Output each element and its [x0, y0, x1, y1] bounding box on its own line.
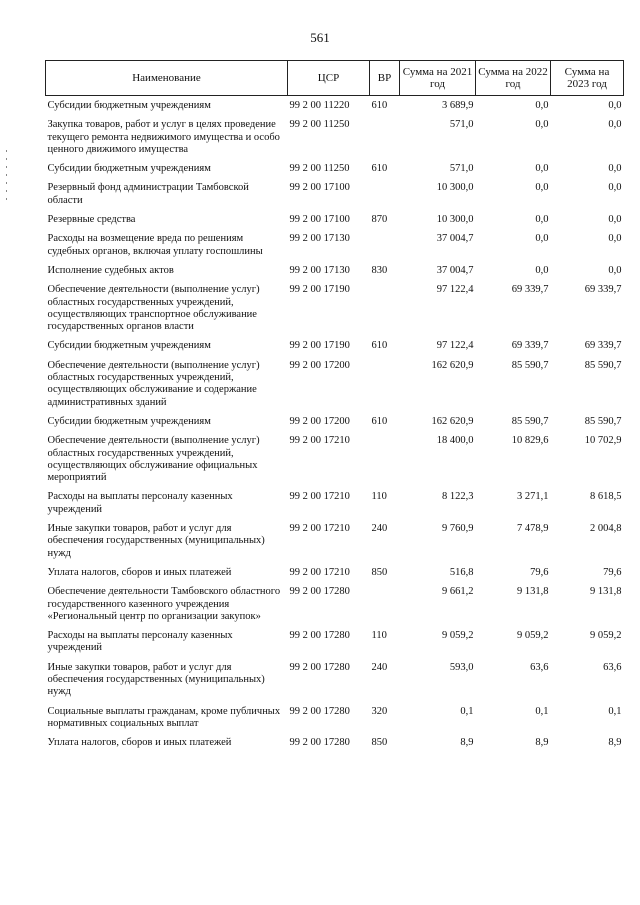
cell-sum-2021: 9 059,2 — [442, 630, 474, 642]
cell-sum-2022: 0,0 — [535, 214, 549, 226]
cell-vr: 830 — [371, 264, 388, 276]
cell-csr: 99 2 00 17210 — [289, 491, 350, 503]
cell-sum-2023: 0,0 — [608, 182, 622, 194]
cell-name: Обеспечение деятельности (выполнение услуг) областных государственных учреждений, осуществляющих транспортное обслуживание государственных органов власти — [47, 284, 260, 333]
cell-vr — [370, 178, 400, 210]
table-row — [46, 431, 624, 487]
cell-csr: 99 2 00 17130 — [289, 264, 350, 276]
cell-name: Субсидии бюджетным учреждениям — [47, 100, 211, 111]
margin-scan-marks — [4, 150, 8, 220]
cell-name: Субсидии бюджетным учреждениям — [47, 340, 211, 352]
table-row — [46, 658, 624, 702]
cell-csr: 99 2 00 17280 — [289, 630, 350, 642]
cell-csr: 99 2 00 17190 — [289, 284, 350, 296]
table-row — [46, 519, 624, 563]
header-sum-2022: Сумма на 2022 год — [476, 61, 551, 96]
cell-csr: 99 2 00 17100 — [289, 182, 350, 194]
cell-name: Социальные выплаты гражданам, кроме публичных нормативных социальных выплат — [47, 705, 281, 729]
cell-vr — [370, 356, 400, 412]
cell-vr: 610 — [371, 340, 388, 352]
cell-sum-2021: 516,8 — [449, 566, 474, 578]
cell-vr: 870 — [371, 214, 388, 226]
cell-sum-2021: 18 400,0 — [436, 435, 474, 447]
cell-name: Субсидии бюджетным учреждениям — [47, 415, 211, 427]
cell-csr: 99 2 00 17190 — [289, 340, 350, 352]
cell-sum-2022: 8,9 — [535, 737, 549, 749]
budget-table — [45, 60, 624, 752]
cell-sum-2023: 0,0 — [608, 214, 622, 226]
header-sum-2021: Сумма на 2021 год — [400, 61, 476, 96]
cell-sum-2023: 10 702,9 — [584, 435, 622, 447]
cell-sum-2021: 9 760,9 — [442, 523, 474, 535]
cell-sum-2023: 8 618,5 — [590, 491, 622, 503]
cell-csr: 99 2 00 11250 — [289, 163, 350, 175]
table-header — [46, 61, 624, 96]
cell-sum-2023: 0,0 — [608, 163, 622, 175]
cell-sum-2023: 0,0 — [608, 233, 622, 245]
cell-sum-2022: 10 829,6 — [511, 435, 549, 447]
cell-sum-2023: 0,1 — [608, 705, 622, 717]
table-row — [46, 626, 624, 658]
cell-name: Исполнение судебных актов — [47, 264, 174, 276]
cell-sum-2022: 69 339,7 — [511, 284, 549, 296]
cell-name: Обеспечение деятельности (выполнение услуг) областных государственных учреждений, осуществляющих обслуживание и содержание административных зданий — [47, 359, 260, 408]
cell-sum-2022: 0,1 — [535, 705, 549, 717]
cell-csr: 99 2 00 11250 — [289, 119, 350, 131]
cell-sum-2022: 7 478,9 — [517, 523, 549, 535]
cell-sum-2023: 85 590,7 — [584, 415, 622, 427]
table-row — [46, 336, 624, 355]
cell-name: Субсидии бюджетным учреждениям — [47, 163, 211, 175]
cell-sum-2022: 69 339,7 — [511, 340, 549, 352]
cell-sum-2021: 571,0 — [449, 119, 474, 131]
cell-sum-2021: 8 122,3 — [442, 491, 474, 503]
cell-sum-2023: 8,9 — [608, 737, 622, 749]
cell-csr: 99 2 00 17280 — [289, 705, 350, 717]
table-row — [46, 702, 624, 734]
cell-vr: 320 — [371, 705, 388, 717]
cell-sum-2023: 79,6 — [603, 566, 622, 578]
cell-sum-2023: 2 004,8 — [590, 523, 622, 535]
cell-sum-2022: 0,0 — [535, 100, 549, 111]
table-row — [46, 487, 624, 519]
cell-vr: 850 — [371, 566, 388, 578]
cell-csr: 99 2 00 17130 — [289, 233, 350, 245]
cell-name: Расходы на выплаты персоналу казенных учреждений — [47, 630, 233, 654]
cell-sum-2021: 37 004,7 — [436, 233, 474, 245]
cell-sum-2021: 162 620,9 — [431, 359, 474, 371]
cell-csr: 99 2 00 11220 — [289, 100, 350, 111]
cell-name: Резервные средства — [47, 214, 136, 226]
cell-vr: 110 — [371, 630, 387, 642]
cell-vr: 610 — [371, 100, 388, 111]
cell-sum-2021: 97 122,4 — [436, 284, 474, 296]
cell-vr: 110 — [371, 491, 387, 503]
cell-sum-2022: 3 271,1 — [517, 491, 549, 503]
cell-name: Обеспечение деятельности Тамбовского областного государственного казенного учреждения «Региональный центр по организации закупок» — [47, 586, 281, 622]
cell-name: Обеспечение деятельности (выполнение услуг) областных государственных учреждений, осуществляющих обслуживание официальных мероприятий — [47, 435, 260, 484]
cell-sum-2023: 9 059,2 — [590, 630, 622, 642]
cell-sum-2023: 0,0 — [608, 119, 622, 131]
cell-csr: 99 2 00 17100 — [289, 214, 350, 226]
cell-csr: 99 2 00 17200 — [289, 359, 350, 371]
table-row — [46, 563, 624, 582]
cell-name: Уплата налогов, сборов и иных платежей — [47, 566, 232, 578]
cell-sum-2023: 0,0 — [608, 264, 622, 276]
cell-vr: 240 — [371, 661, 388, 673]
cell-sum-2021: 37 004,7 — [436, 264, 474, 276]
cell-sum-2022: 85 590,7 — [511, 359, 549, 371]
cell-sum-2021: 162 620,9 — [431, 415, 474, 427]
cell-csr: 99 2 00 17210 — [289, 435, 350, 447]
cell-csr: 99 2 00 17210 — [289, 566, 350, 578]
cell-sum-2022: 0,0 — [535, 119, 549, 131]
cell-sum-2021: 571,0 — [449, 163, 474, 175]
cell-vr: 240 — [371, 523, 388, 535]
cell-vr — [370, 431, 400, 487]
cell-vr — [370, 115, 400, 159]
table-row — [46, 115, 624, 159]
table-row — [46, 261, 624, 280]
cell-sum-2022: 0,0 — [535, 163, 549, 175]
cell-sum-2021: 0,1 — [460, 705, 474, 717]
table-row — [46, 210, 624, 229]
cell-csr: 99 2 00 17200 — [289, 415, 350, 427]
cell-sum-2022: 79,6 — [530, 566, 549, 578]
cell-sum-2021: 10 300,0 — [436, 182, 474, 194]
table-row — [46, 733, 624, 752]
table-row — [46, 159, 624, 178]
cell-vr — [370, 582, 400, 626]
table-row — [46, 229, 624, 261]
header-vr: ВР — [370, 61, 400, 96]
table-row — [46, 356, 624, 412]
cell-sum-2022: 9 131,8 — [517, 586, 549, 598]
cell-sum-2021: 97 122,4 — [436, 340, 474, 352]
table-row — [46, 582, 624, 626]
header-name: Наименование — [46, 61, 288, 96]
cell-sum-2021: 593,0 — [449, 661, 474, 673]
cell-name: Расходы на выплаты персоналу казенных учреждений — [47, 491, 233, 515]
cell-name: Иные закупки товаров, работ и услуг для обеспечения государственных (муниципальных) нужд — [47, 661, 265, 698]
cell-sum-2021: 8,9 — [460, 737, 474, 749]
cell-sum-2023: 9 131,8 — [590, 586, 622, 598]
cell-sum-2023: 63,6 — [603, 661, 622, 673]
cell-name: Уплата налогов, сборов и иных платежей — [47, 737, 232, 749]
cell-vr — [370, 229, 400, 261]
cell-csr: 99 2 00 17280 — [289, 737, 350, 749]
cell-name: Резервный фонд администрации Тамбовской области — [47, 182, 249, 206]
cell-name: Расходы на возмещение вреда по решениям судебных органов, включая уплату госпошлины — [47, 233, 263, 257]
cell-sum-2023: 69 339,7 — [584, 340, 622, 352]
cell-vr: 610 — [371, 415, 388, 427]
cell-sum-2023: 85 590,7 — [584, 359, 622, 371]
cell-sum-2022: 85 590,7 — [511, 415, 549, 427]
cell-name: Иные закупки товаров, работ и услуг для обеспечения государственных (муниципальных) нужд — [47, 523, 265, 559]
cell-sum-2022: 0,0 — [535, 264, 549, 276]
cell-vr: 610 — [371, 163, 388, 175]
cell-sum-2022: 9 059,2 — [517, 630, 549, 642]
table-row — [46, 178, 624, 210]
cell-vr: 850 — [371, 737, 388, 749]
table-row — [46, 412, 624, 431]
header-sum-2023: Сумма на 2023 год — [551, 61, 624, 96]
cell-sum-2021: 9 661,2 — [442, 586, 474, 598]
cell-name: Закупка товаров, работ и услуг в целях проведение текущего ремонта недвижимого имущества и особо ценного движимого имущества — [47, 119, 280, 155]
cell-csr: 99 2 00 17280 — [289, 661, 350, 673]
cell-csr: 99 2 00 17280 — [289, 586, 350, 598]
cell-sum-2023: 69 339,7 — [584, 284, 622, 296]
cell-sum-2022: 0,0 — [535, 233, 549, 245]
cell-sum-2021: 10 300,0 — [436, 214, 474, 226]
cell-csr: 99 2 00 17210 — [289, 523, 350, 535]
cell-sum-2023: 0,0 — [608, 100, 622, 111]
table-body — [46, 96, 624, 753]
table-row — [46, 280, 624, 336]
table-row — [46, 96, 624, 116]
cell-sum-2022: 0,0 — [535, 182, 549, 194]
cell-sum-2021: 3 689,9 — [442, 100, 474, 111]
page-number: 561 — [310, 30, 330, 45]
cell-sum-2022: 63,6 — [530, 661, 549, 673]
header-csr: ЦСР — [288, 61, 370, 96]
cell-vr — [370, 280, 400, 336]
